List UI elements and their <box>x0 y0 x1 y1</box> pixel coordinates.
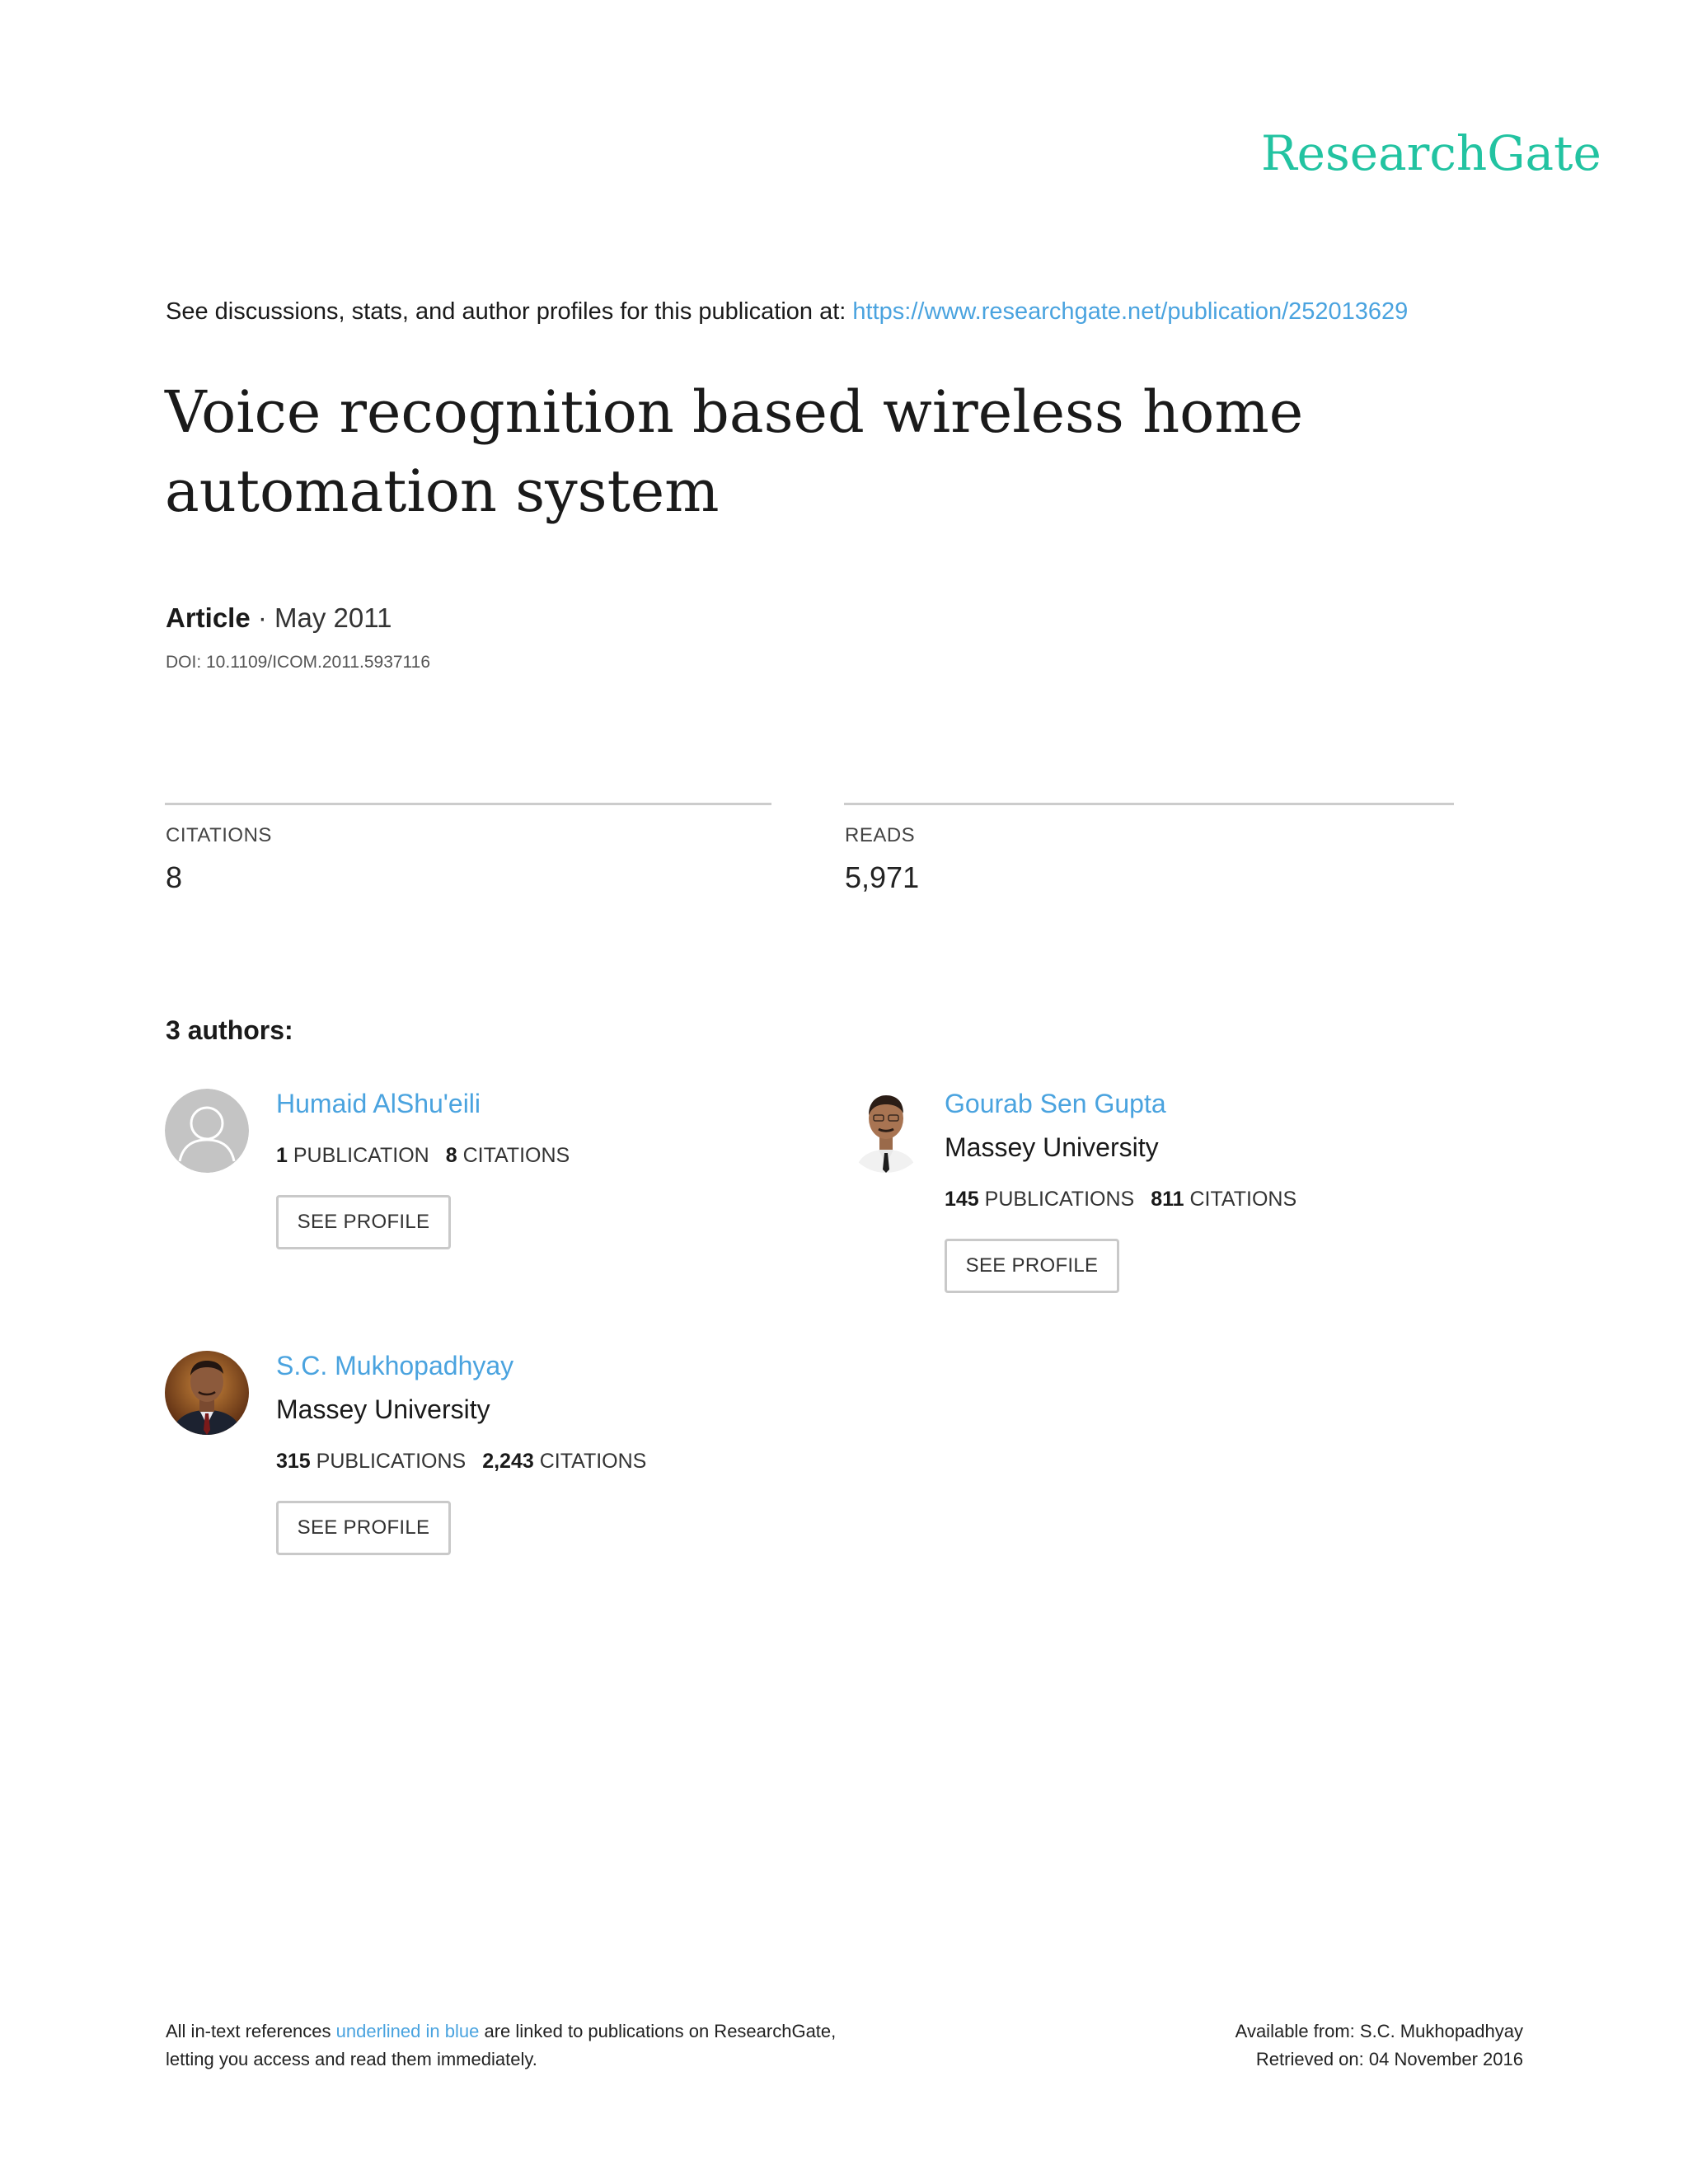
citations-label: CITATIONS <box>1189 1188 1297 1211</box>
title-line-1: Voice recognition based wireless home <box>165 378 1304 446</box>
underlined-in-blue-text: underlined in blue <box>335 2021 480 2041</box>
publication-link-line <box>166 298 1408 326</box>
researchgate-logo[interactable]: ResearchGate <box>1261 125 1601 181</box>
see-discussions-text: See discussions, stats, and author profiles for this publication at: <box>166 298 853 325</box>
citations-label: CITATIONS <box>462 1144 570 1167</box>
doi: DOI: 10.1109/ICOM.2011.5937116 <box>166 653 431 672</box>
publications-label: PUBLICATIONS <box>984 1188 1135 1211</box>
reads-value: 5,971 <box>845 860 920 894</box>
footer-references-note <box>166 2018 836 2074</box>
author-stats <box>276 1144 570 1168</box>
author-institution: Massey University <box>276 1394 490 1424</box>
footer-text-line2: letting you access and read them immediately. <box>166 2049 537 2069</box>
see-profile-button[interactable]: SEE PROFILE <box>276 1501 451 1555</box>
author-institution: Massey University <box>945 1132 1159 1162</box>
publication-url-link[interactable]: https://www.researchgate.net/publication/252013629 <box>852 298 1409 325</box>
available-from: Available from: S.C. Mukhopadhyay <box>1235 2021 1523 2041</box>
publications-count: 145 <box>945 1188 979 1211</box>
reads-label: READS <box>845 824 916 846</box>
title-line-2: automation system <box>165 457 720 525</box>
see-profile-button[interactable]: SEE PROFILE <box>276 1195 451 1249</box>
author-name-link[interactable]: Humaid AlShu'eili <box>276 1089 481 1118</box>
retrieved-on: Retrieved on: 04 November 2016 <box>1255 2049 1523 2069</box>
author-name-link[interactable]: Gourab Sen Gupta <box>945 1089 1166 1118</box>
citations-label: CITATIONS <box>166 824 272 846</box>
article-separator: · <box>250 602 275 633</box>
citations-divider <box>165 803 771 805</box>
author-name-link[interactable]: S.C. Mukhopadhyay <box>276 1351 514 1380</box>
citations-count: 2,243 <box>482 1450 534 1473</box>
article-type: Article <box>166 602 251 633</box>
author-stats <box>276 1450 646 1474</box>
publications-count: 315 <box>276 1450 311 1473</box>
citations-count: 8 <box>445 1144 457 1167</box>
publication-title <box>165 373 1484 531</box>
publications-label: PUBLICATIONS <box>316 1450 467 1473</box>
reads-divider <box>844 803 1454 805</box>
author-photo[interactable] <box>844 1089 928 1173</box>
footer-text-part1: All in-text references <box>166 2021 336 2041</box>
article-date: May 2011 <box>274 602 392 633</box>
citations-label: CITATIONS <box>539 1450 647 1473</box>
author-stats <box>945 1188 1296 1212</box>
citations-value: 8 <box>166 860 183 894</box>
default-avatar-icon[interactable] <box>165 1089 249 1173</box>
citations-count: 811 <box>1151 1188 1184 1211</box>
authors-heading: 3 authors: <box>166 1015 293 1045</box>
article-type-date <box>166 602 392 634</box>
publications-label: PUBLICATION <box>293 1144 429 1167</box>
footer-availability <box>1236 2018 1523 2074</box>
publications-count: 1 <box>276 1144 288 1167</box>
see-profile-button[interactable]: SEE PROFILE <box>945 1239 1119 1293</box>
footer-text-part2: are linked to publications on ResearchGate, <box>479 2021 837 2041</box>
author-photo[interactable] <box>165 1351 249 1435</box>
